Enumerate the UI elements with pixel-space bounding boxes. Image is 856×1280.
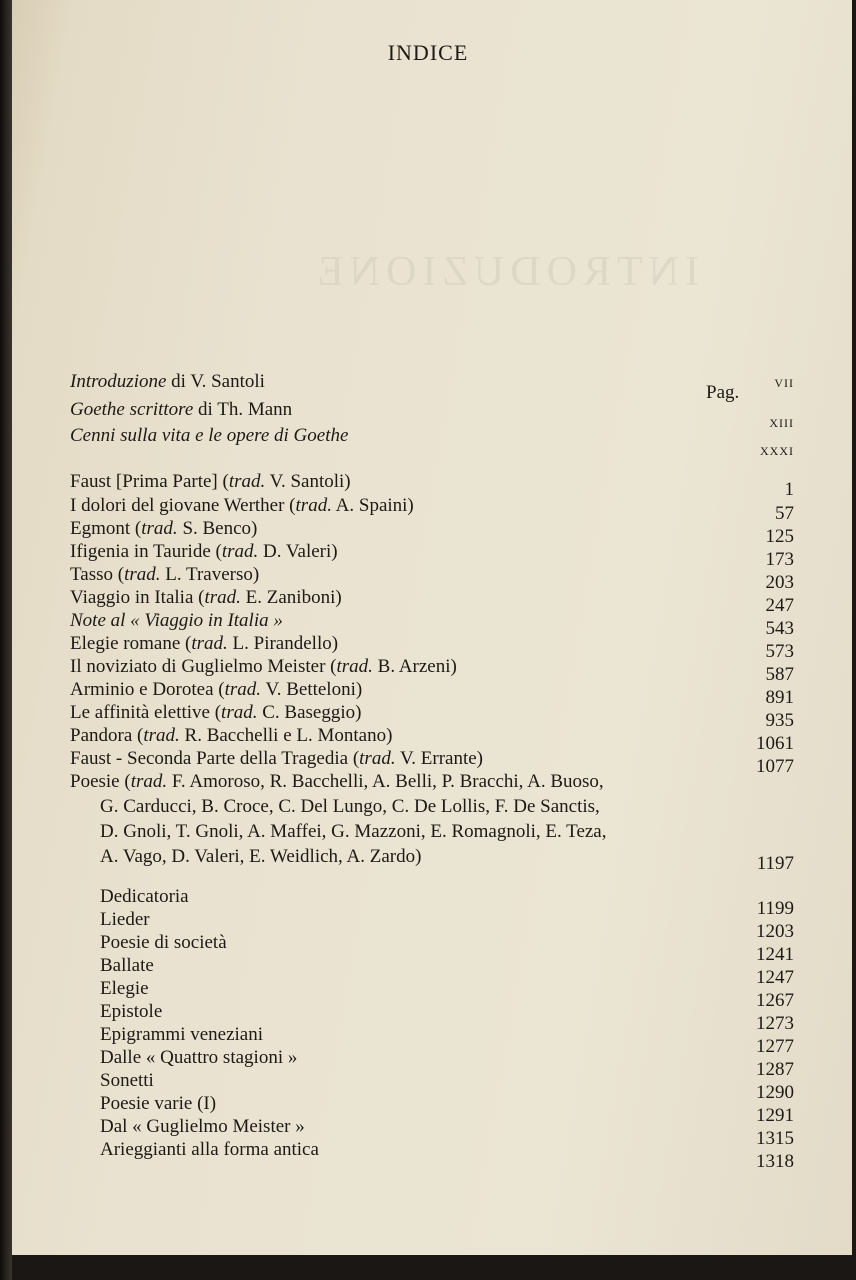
page-number: 1199 (756, 898, 794, 919)
entry-text: V. Betteloni) (261, 679, 363, 700)
entry-text (70, 655, 457, 679)
page-number: 587 (765, 664, 794, 685)
entry-text: trad. (359, 748, 396, 769)
toc-row (0, 517, 856, 547)
entry-text: Poesie ( (70, 771, 131, 792)
toc-subrow (0, 1069, 856, 1103)
entry-text (70, 424, 348, 448)
entry-text (70, 770, 604, 794)
entry-text: Lieder (100, 909, 150, 930)
toc-subrow (0, 1115, 856, 1149)
page-number: 247 (765, 595, 794, 616)
toc-subrow (0, 1046, 856, 1080)
entry-text: Dal « Guglielmo Meister » (100, 1116, 305, 1137)
page-number: 1203 (756, 921, 794, 942)
page-number: 1197 (756, 853, 794, 874)
entry-text: trad. (336, 656, 373, 677)
entry-text: Pandora ( (70, 725, 144, 746)
page-number: 125 (765, 526, 794, 547)
entry-text: L. Traverso) (160, 564, 260, 585)
toc-row (0, 678, 856, 708)
page-number: xiii (769, 412, 794, 431)
entry-text: di Th. Mann (193, 399, 293, 420)
page-number: 1267 (756, 990, 794, 1011)
toc-row (0, 494, 856, 524)
toc-row (0, 470, 856, 500)
entry-text (70, 747, 483, 771)
page-number: 1077 (756, 756, 794, 777)
entry-text (70, 586, 342, 610)
entry-text: Elegie (100, 978, 149, 999)
entry-text (70, 494, 414, 518)
entry-text: trad. (224, 679, 262, 700)
entry-text: C. Baseggio) (257, 702, 362, 723)
toc-row (0, 609, 856, 639)
entry-text: Sonetti (100, 1070, 154, 1091)
toc-row (0, 655, 856, 685)
pag-label: Pag. (706, 382, 740, 403)
entry-text: R. Bacchelli e L. Montano) (179, 725, 393, 746)
page-number: 891 (765, 687, 794, 708)
toc-subrow (0, 1000, 856, 1034)
entry-text: trad. (191, 633, 228, 654)
entry-text: Introduzione (70, 371, 167, 392)
toc-row-poesie (0, 770, 856, 794)
entry-text: L. Pirandello) (227, 633, 339, 654)
entry-text: V. Errante) (395, 748, 484, 769)
entry-text (70, 470, 351, 494)
entry-text (70, 632, 338, 656)
page-number: 57 (775, 503, 794, 524)
entry-text: I dolori del giovane Werther ( (70, 495, 296, 516)
entry-text (70, 678, 362, 702)
entry-text (70, 724, 392, 748)
entry-text: Le affinità elettive ( (70, 702, 222, 723)
page-number: 573 (765, 641, 794, 662)
entry-text: Cenni sulla vita e le opere di Goethe (70, 425, 349, 446)
toc-row (0, 563, 856, 593)
entry-text: trad. (228, 471, 266, 492)
entry-text: trad. (295, 495, 332, 516)
toc-row (0, 632, 856, 662)
entry-text (70, 540, 338, 564)
page-number: 935 (765, 710, 794, 731)
page-number: 1318 (756, 1151, 794, 1172)
page-number: 1241 (756, 944, 794, 965)
page-number: vii (774, 372, 794, 391)
toc-subrow (0, 1138, 856, 1172)
toc-front-row (0, 370, 856, 394)
entry-text: trad. (221, 702, 258, 723)
entry-text: trad. (143, 725, 180, 746)
entry-text: trad. (204, 587, 241, 608)
page-number: 1315 (756, 1128, 794, 1149)
entry-text: Tasso ( (70, 564, 125, 585)
toc-front-row (0, 424, 856, 459)
page-number: 1277 (756, 1036, 794, 1057)
entry-text: B. Arzeni) (372, 656, 457, 677)
entry-text: di V. Santoli (166, 371, 265, 392)
poesie-continuation: G. Carducci, B. Croce, C. Del Lungo, C. De Lollis, F. De Sanctis, (100, 796, 600, 817)
entry-text: Il noviziato di Guglielmo Meister ( (70, 656, 337, 677)
show-through-text: INTRODUZIONE (312, 249, 699, 295)
entry-text: Dalle « Quattro stagioni » (100, 1047, 298, 1068)
entry-text: trad. (141, 518, 178, 539)
entry-text: Ballate (100, 955, 154, 976)
toc-row (0, 701, 856, 731)
entry-text (70, 517, 257, 541)
page-number: xxxi (760, 440, 794, 459)
toc-subrow (0, 954, 856, 988)
entry-text: Arminio e Dorotea ( (70, 679, 225, 700)
entry-text: E. Zaniboni) (240, 587, 342, 608)
entry-text: Epistole (100, 1001, 163, 1022)
entry-text (70, 370, 265, 394)
page-number: 1 (784, 479, 794, 500)
toc-subrow (0, 1023, 856, 1057)
toc-row (0, 724, 856, 754)
page-number: 1290 (756, 1082, 794, 1103)
entry-text: Elegie romane ( (70, 633, 192, 654)
toc-subrow (0, 977, 856, 1011)
entry-text: Ifigenia in Tauride ( (70, 541, 222, 562)
entry-text: Dedicatoria (100, 886, 189, 907)
entry-text: trad. (124, 564, 161, 585)
toc-subrow (0, 931, 856, 965)
toc-subrow (0, 908, 856, 942)
toc-subrow (0, 1092, 856, 1126)
page-number: 1061 (756, 733, 794, 754)
entry-text: V. Santoli) (265, 471, 351, 492)
entry-text: Note al « Viaggio in Italia » (70, 610, 283, 631)
entry-text: A. Spaini) (331, 495, 414, 516)
entry-text (70, 563, 259, 587)
entry-text: Egmont ( (70, 518, 142, 539)
poesie-continuation: D. Gnoli, T. Gnoli, A. Maffei, G. Mazzoni, E. Romagnoli, E. Teza, (100, 821, 607, 842)
poesie-continuation: A. Vago, D. Valeri, E. Weidlich, A. Zardo) (100, 846, 422, 867)
entry-text: Poesie varie (I) (100, 1093, 217, 1114)
toc-row (0, 540, 856, 570)
toc-row (0, 586, 856, 616)
entry-text: Arieggianti alla forma antica (100, 1139, 319, 1160)
toc-subrow (0, 885, 856, 919)
toc-row (0, 747, 856, 777)
page-number: 1291 (756, 1105, 794, 1126)
entry-text: Viaggio in Italia ( (70, 587, 205, 608)
page-number: 173 (765, 549, 794, 570)
page-number: 543 (765, 618, 794, 639)
page-number: 1247 (756, 967, 794, 988)
toc-front-row (0, 398, 856, 431)
toc-row (0, 852, 856, 876)
entry-text (70, 398, 292, 422)
entry-text: Epigrammi veneziani (100, 1024, 264, 1045)
entry-text: trad. (221, 541, 259, 562)
page-number: 1287 (756, 1059, 794, 1080)
entry-text: Faust - Seconda Parte della Tragedia ( (70, 748, 360, 769)
entry-text: Faust [Prima Parte] ( (70, 471, 229, 492)
entry-text: Goethe scrittore (70, 399, 194, 420)
entry-text: S. Benco) (177, 518, 258, 539)
page-number: 1273 (756, 1013, 794, 1034)
entry-text: F. Amoroso, R. Bacchelli, A. Belli, P. Bracchi, A. Buoso, (167, 771, 604, 792)
entry-text: Poesie di società (100, 932, 227, 953)
entry-text: D. Valeri) (258, 541, 338, 562)
entry-text (70, 701, 361, 725)
page-title: INDICE (387, 40, 469, 65)
page-number: 203 (765, 572, 794, 593)
entry-text: trad. (130, 771, 168, 792)
